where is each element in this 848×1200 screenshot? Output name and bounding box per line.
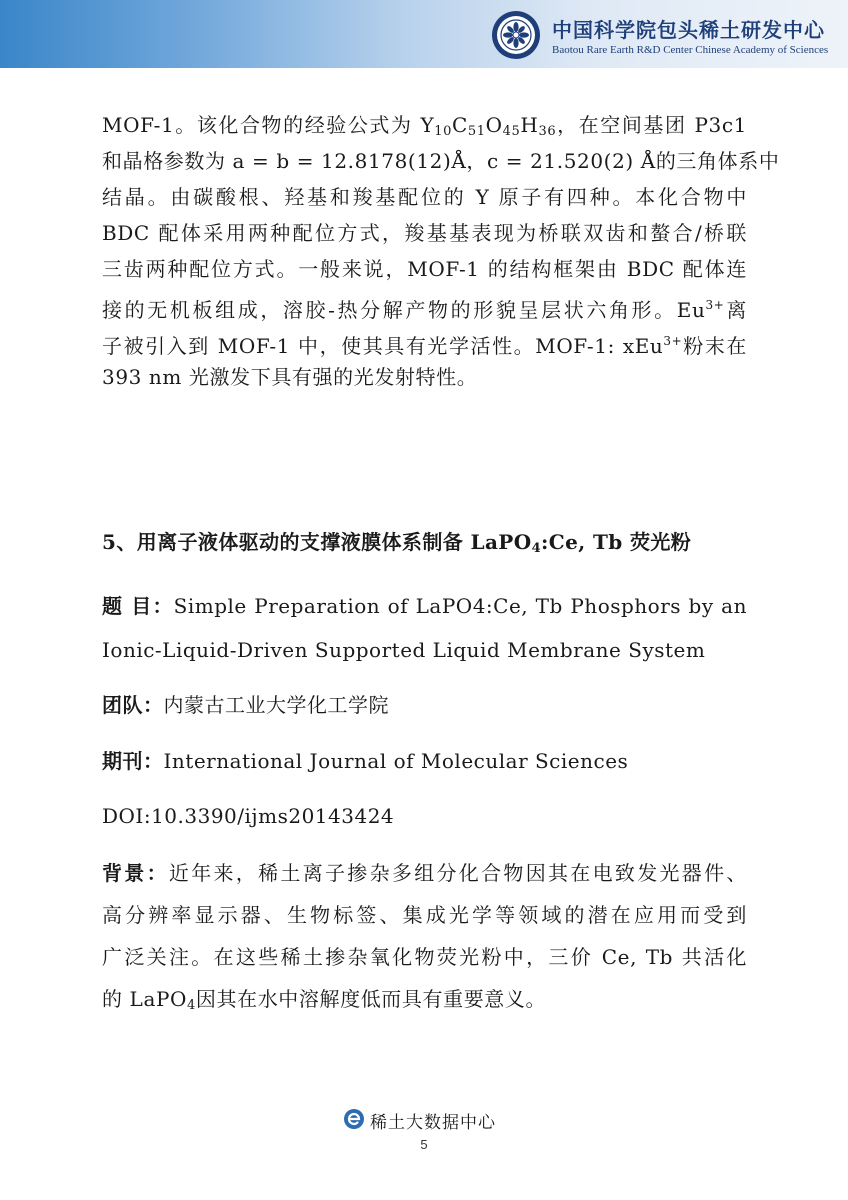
section-heading: 5、用离子液体驱动的支撑液膜体系制备 LaPO$_4$:Ce, Tb 荧光粉 — [102, 530, 692, 556]
paragraph-line: 结晶。由碳酸根、羟基和羧基配位的 Y 原子有四种。本化合物中 — [102, 185, 747, 209]
paragraph-line: 三齿两种配位方式。一般来说，MOF-1 的结构框架由 BDC 配体连 — [102, 257, 747, 281]
paragraph-line: 和晶格参数为 a = b = 12.8178(12)Å，c = 21.520(2) Å的三角体系中 — [102, 149, 780, 173]
journal-value: International Journal of Molecular Sciences — [163, 749, 629, 773]
cas-logo-icon — [491, 10, 541, 60]
big-data-logo-icon — [343, 1108, 365, 1130]
page-number: 5 — [420, 1137, 428, 1152]
title-label: 题 目： — [102, 594, 174, 618]
paragraph-line: 393 nm 光激发下具有强的光发射特性。 — [102, 365, 478, 389]
doi-row: DOI:10.3390/ijms20143424 — [102, 804, 395, 828]
article-title — [102, 584, 747, 672]
paragraph-line: 背景：近年来，稀土离子掺杂多组分化合物因其在电致发光器件、 — [102, 861, 747, 885]
intro-paragraph — [102, 107, 780, 395]
page-header — [0, 0, 848, 68]
background-label: 背景： — [102, 861, 169, 885]
journal-label: 期刊： — [102, 749, 164, 773]
footer-brand: 稀土大数据中心 — [370, 1113, 496, 1133]
paragraph-line: 子被引入到 MOF-1 中，使其具有光学活性。MOF-1: xEu$^{3+}$粉末在 — [102, 334, 747, 358]
header-title-cn: 中国科学院包头稀土研发中心 — [552, 18, 825, 42]
title-line: 题 目：Simple Preparation of LaPO4:Ce, Tb Phosphors by an — [102, 594, 747, 618]
paragraph-line: 的 LaPO$_4$因其在水中溶解度低而具有重要意义。 — [102, 987, 547, 1013]
title-line: Ionic-Liquid-Driven Supported Liquid Membrane System — [102, 638, 706, 662]
background-paragraph — [102, 852, 747, 1020]
paragraph-line: BDC 配体采用两种配位方式，羧基基表现为桥联双齿和螯合/桥联 — [102, 221, 747, 245]
header-title-en: Baotou Rare Earth R&D Center Chinese Academy of Sciences — [552, 44, 829, 56]
team-value: 内蒙古工业大学化工学院 — [163, 693, 389, 717]
journal-row — [102, 739, 747, 783]
team-row — [102, 683, 747, 727]
paragraph-line: MOF-1。该化合物的经验公式为 $Y_{10}C_{51}O_{45}H_{36}$，在空间基团 P3c1 — [102, 113, 747, 139]
paragraph-line: 高分辨率显示器、生物标签、集成光学等领域的潜在应用而受到 — [102, 903, 747, 927]
paragraph-line: 接的无机板组成，溶胶-热分解产物的形貌呈层状六角形。$Eu^{3+}$离 — [102, 298, 747, 322]
team-label: 团队： — [102, 693, 164, 717]
paragraph-line: 广泛关注。在这些稀土掺杂氧化物荧光粉中，三价 Ce, Tb 共活化 — [102, 945, 747, 969]
